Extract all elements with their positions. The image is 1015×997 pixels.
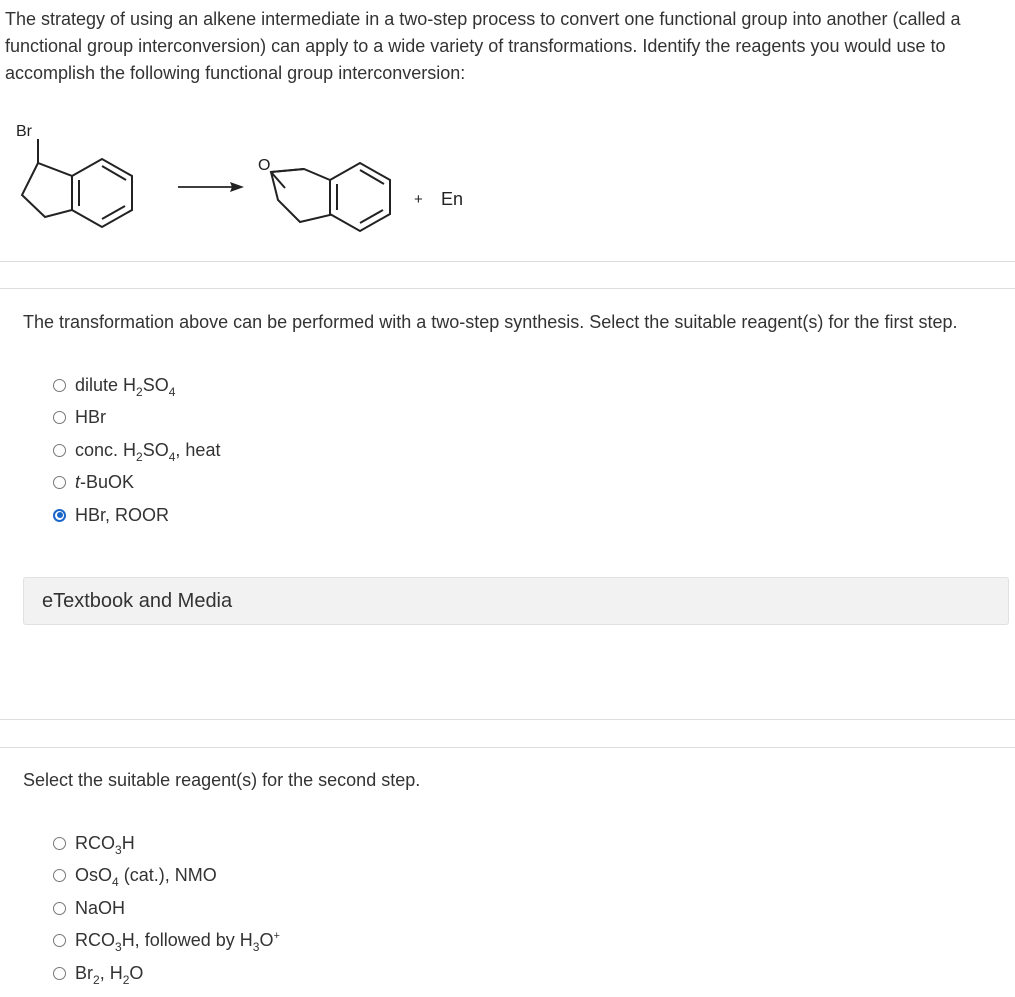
option-label: $Br_2$, $H_2O$ xyxy=(75,962,144,987)
etextbook-label: eTextbook and Media xyxy=(42,589,233,612)
divider xyxy=(0,747,1015,748)
option-label: conc. $H_2SO_4$, heat xyxy=(75,439,221,464)
reactant-br-label: Br xyxy=(16,123,32,140)
step1-options xyxy=(53,369,220,532)
intro-line-3: accomplish the following functional group interconversion: xyxy=(5,63,466,83)
option-label: dilute $H_2SO_4$ xyxy=(75,374,176,399)
step2-option-rco3h[interactable] xyxy=(53,827,280,860)
option-label: HBr, ROOR xyxy=(75,504,170,525)
radio-button[interactable] xyxy=(53,934,66,947)
step2-option-rco3h-h3o[interactable] xyxy=(53,925,280,958)
etextbook-and-media-button[interactable] xyxy=(23,577,1009,625)
plus-sign: + xyxy=(414,191,423,208)
option-label: OsO$_4$ (cat.), NMO xyxy=(75,865,217,890)
step2-option-oso4-nmo[interactable] xyxy=(53,860,280,893)
step2-question: Select the suitable reagent(s) for the second step. xyxy=(23,770,421,790)
reaction-scheme-drawing xyxy=(0,110,520,250)
question-intro xyxy=(5,6,1010,87)
divider xyxy=(0,719,1015,720)
option-label: $RCO_3H$ xyxy=(75,832,135,857)
step2-options xyxy=(53,827,280,990)
radio-button[interactable] xyxy=(53,837,66,850)
radio-button-selected[interactable] xyxy=(53,509,66,522)
step2-option-naoh[interactable] xyxy=(53,892,280,925)
radio-button[interactable] xyxy=(53,476,66,489)
radio-button[interactable] xyxy=(53,902,66,915)
step1-option-hbr-roor[interactable] xyxy=(53,499,220,532)
enantiomer-label: En xyxy=(441,189,464,209)
reactant-structure xyxy=(22,139,132,227)
radio-button[interactable] xyxy=(53,444,66,457)
product-oxygen-label: O xyxy=(258,157,271,174)
reaction-scheme xyxy=(0,110,520,250)
step1-question: The transformation above can be performed with a two-step synthesis. Select the suitable reagent(s) for the first step. xyxy=(23,312,958,332)
divider xyxy=(0,261,1015,262)
option-label: NaOH xyxy=(75,897,126,918)
step1-option-hbr[interactable] xyxy=(53,402,220,435)
step1-option-dilute-h2so4[interactable] xyxy=(53,369,220,402)
radio-button[interactable] xyxy=(53,379,66,392)
option-label: HBr xyxy=(75,407,106,428)
reaction-arrow xyxy=(178,182,244,192)
product-structure xyxy=(271,163,390,231)
radio-button[interactable] xyxy=(53,967,66,980)
radio-button[interactable] xyxy=(53,869,66,882)
step1-option-conc-h2so4-heat[interactable] xyxy=(53,434,220,467)
step1-option-t-buok[interactable] xyxy=(53,467,220,500)
divider xyxy=(0,288,1015,289)
option-label: t-BuOK xyxy=(75,472,135,493)
intro-line-2: functional group interconversion) can apply to a wide variety of transformations. Identify the reagents you would use to xyxy=(5,36,946,56)
intro-line-1: The strategy of using an alkene intermediate in a two-step process to convert one functional group into another (called a xyxy=(5,9,961,29)
option-label: $RCO_3H$, followed by $H_3O^+$ xyxy=(75,930,280,955)
step2-option-br2-h2o[interactable] xyxy=(53,957,280,990)
radio-button[interactable] xyxy=(53,411,66,424)
